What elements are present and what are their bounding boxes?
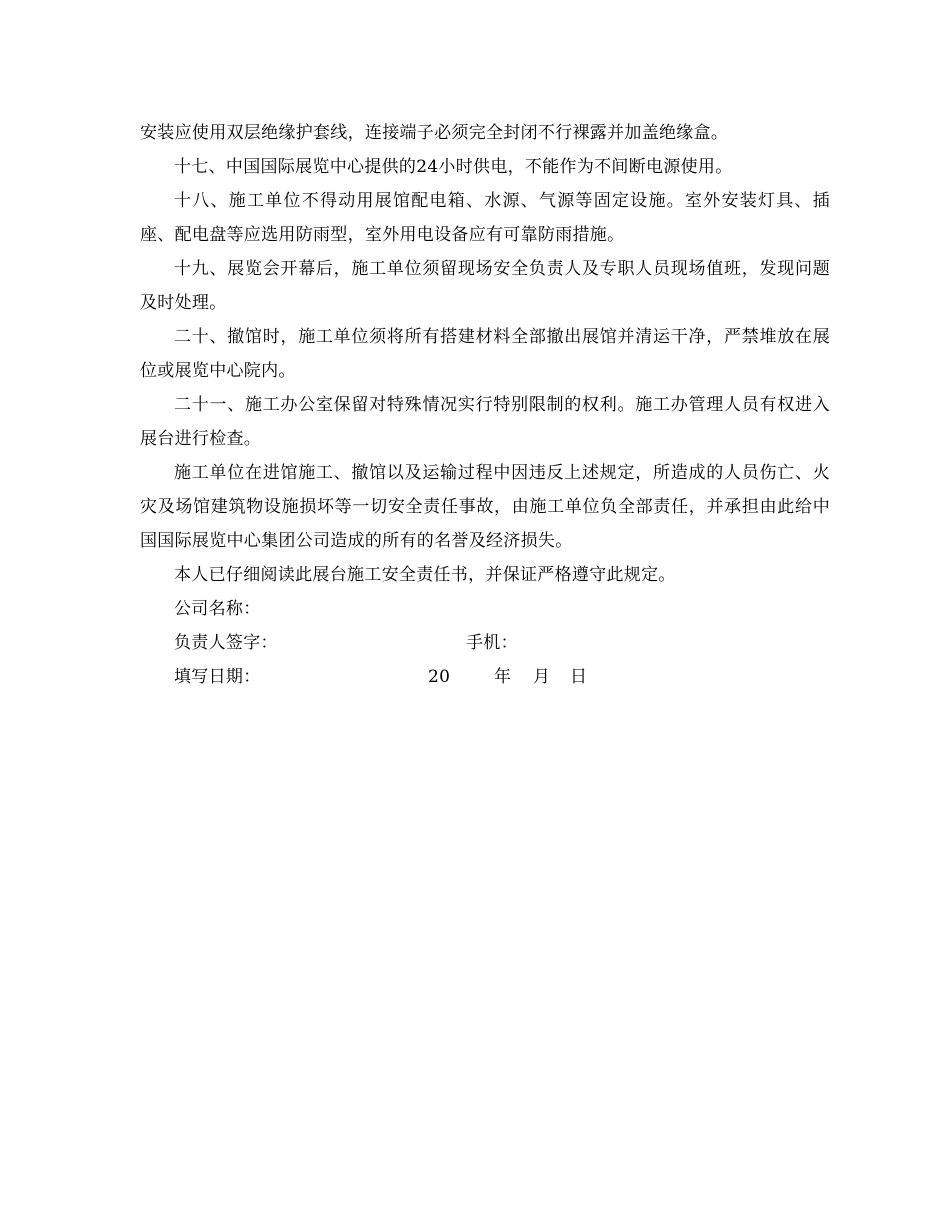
paragraph-clause-18: 十八、施工单位不得动用展馆配电箱、水源、气源等固定设施。室外安装灯具、插座、配电盘等应选用防雨型，室外用电设备应有可靠防雨措施。 bbox=[140, 191, 830, 245]
company-name-line bbox=[140, 592, 830, 626]
day-label: 日 bbox=[570, 667, 588, 687]
paragraph-continuation: 安装应使用双层绝缘护套线，连接端子必须完全封闭不行裸露并加盖绝缘盒。 bbox=[140, 123, 729, 143]
month-label: 月 bbox=[533, 667, 551, 687]
paragraph-clause-17: 十七、中国国际展览中心提供的24小时供电，不能作为不间断电源使用。 bbox=[174, 157, 733, 177]
paragraph-clause-21: 二十一、施工办公室保留对特殊情况实行特别限制的权利。施工办管理人员有权进入展台进行检查。 bbox=[140, 395, 830, 449]
person-signature-label: 负责人签字： bbox=[174, 633, 278, 653]
document-body bbox=[140, 116, 830, 694]
date-label: 填写日期： bbox=[174, 667, 261, 687]
paragraph-clause-20: 二十、撤馆时，施工单位须将所有搭建材料全部撤出展馆并清运干净，严禁堆放在展位或展览中心院内。 bbox=[140, 327, 830, 381]
signature-line bbox=[140, 626, 830, 660]
year-prefix: 20 bbox=[428, 667, 451, 687]
paragraph-liability: 施工单位在进馆施工、撤馆以及运输过程中因违反上述规定，所造成的人员伤亡、火灾及场馆建筑物设施损坏等一切安全责任事故，由施工单位负全部责任，并承担由此给中国国际展览中心集团公司造成的所有的名誉及经济损失。 bbox=[140, 463, 830, 551]
company-name-label: 公司名称： bbox=[174, 599, 261, 619]
phone-label: 手机： bbox=[466, 633, 518, 653]
paragraph-clause-19: 十九、展览会开幕后，施工单位须留现场安全负责人及专职人员现场值班，发现问题及时处理。 bbox=[140, 259, 830, 313]
date-line bbox=[140, 660, 830, 694]
paragraph-acknowledgement: 本人已仔细阅读此展台施工安全责任书，并保证严格遵守此规定。 bbox=[174, 565, 676, 585]
year-label: 年 bbox=[494, 667, 512, 687]
